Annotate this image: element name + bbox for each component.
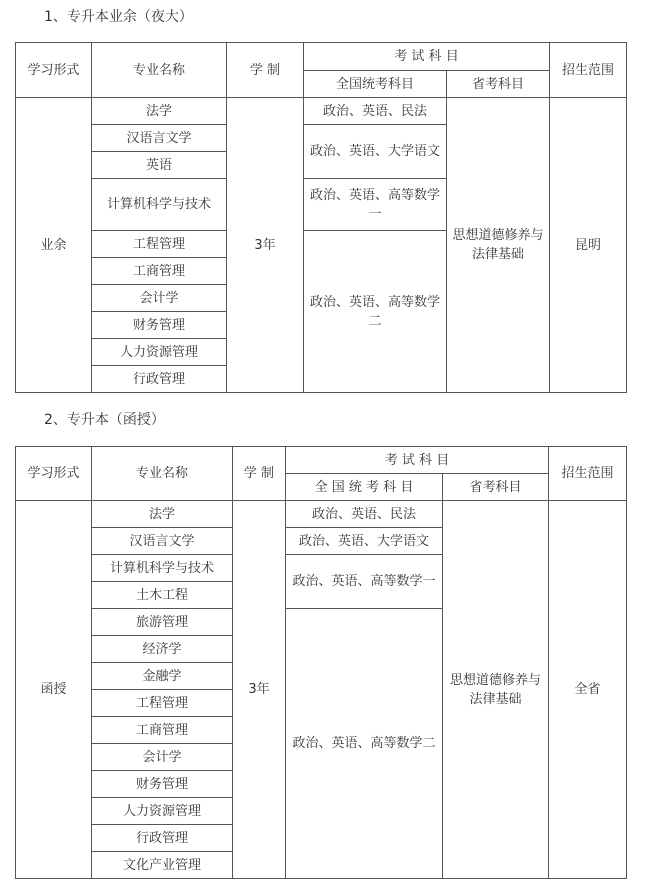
major-cell: 行政管理	[92, 366, 227, 393]
major-cell: 会计学	[92, 744, 233, 771]
major-cell: 工程管理	[92, 231, 227, 258]
header-form: 学习形式	[16, 447, 92, 501]
major-cell: 工程管理	[92, 690, 233, 717]
major-cell: 财务管理	[92, 312, 227, 339]
enroll-scope: 全省	[549, 501, 627, 879]
major-cell: 计算机科学与技术	[92, 179, 227, 231]
major-cell: 人力资源管理	[92, 339, 227, 366]
enroll-scope: 昆明	[550, 98, 627, 393]
header-provincial: 省考科目	[443, 474, 549, 501]
major-cell: 土木工程	[92, 582, 233, 609]
major-cell: 工商管理	[92, 258, 227, 285]
major-cell: 财务管理	[92, 771, 233, 798]
national-subjects: 政治、英语、高等数学一	[304, 179, 447, 231]
section1-heading: 1、专升本业余（夜大）	[44, 9, 193, 25]
national-subjects: 政治、英语、高等数学二	[286, 609, 443, 879]
header-exam: 考 试 科 目	[304, 43, 550, 71]
major-cell: 汉语言文学	[92, 125, 227, 152]
major-cell: 汉语言文学	[92, 528, 233, 555]
duration: 3年	[233, 501, 286, 879]
header-national: 全 国 统 考 科 目	[286, 474, 443, 501]
national-subjects: 政治、英语、大学语文	[286, 528, 443, 555]
national-subjects: 政治、英语、高等数学二	[304, 231, 447, 393]
duration: 3年	[227, 98, 304, 393]
major-cell: 旅游管理	[92, 609, 233, 636]
major-cell: 法学	[92, 501, 233, 528]
section2-table	[15, 446, 627, 879]
header-provincial: 省考科目	[447, 71, 550, 98]
study-form: 函授	[16, 501, 92, 879]
section1-table	[15, 42, 627, 393]
provincial-subject: 思想道德修养与法律基础	[443, 501, 549, 879]
header-duration: 学 制	[227, 43, 304, 98]
national-subjects: 政治、英语、大学语文	[304, 125, 447, 179]
header-scope: 招生范围	[550, 43, 627, 98]
section2-heading: 2、专升本（函授）	[44, 412, 165, 428]
major-cell: 行政管理	[92, 825, 233, 852]
provincial-subject: 思想道德修养与法律基础	[447, 98, 550, 393]
header-major: 专业名称	[92, 43, 227, 98]
major-cell: 计算机科学与技术	[92, 555, 233, 582]
national-subjects: 政治、英语、民法	[304, 98, 447, 125]
major-cell: 英语	[92, 152, 227, 179]
header-major: 专业名称	[92, 447, 233, 501]
major-cell: 经济学	[92, 636, 233, 663]
major-cell: 会计学	[92, 285, 227, 312]
major-cell: 工商管理	[92, 717, 233, 744]
study-form: 业余	[16, 98, 92, 393]
header-scope: 招生范围	[549, 447, 627, 501]
major-cell: 人力资源管理	[92, 798, 233, 825]
major-cell: 法学	[92, 98, 227, 125]
major-cell: 文化产业管理	[92, 852, 233, 879]
national-subjects: 政治、英语、高等数学一	[286, 555, 443, 609]
header-exam: 考 试 科 目	[286, 447, 549, 474]
header-duration: 学 制	[233, 447, 286, 501]
major-cell: 金融学	[92, 663, 233, 690]
header-national: 全国统考科目	[304, 71, 447, 98]
header-form: 学习形式	[16, 43, 92, 98]
national-subjects: 政治、英语、民法	[286, 501, 443, 528]
